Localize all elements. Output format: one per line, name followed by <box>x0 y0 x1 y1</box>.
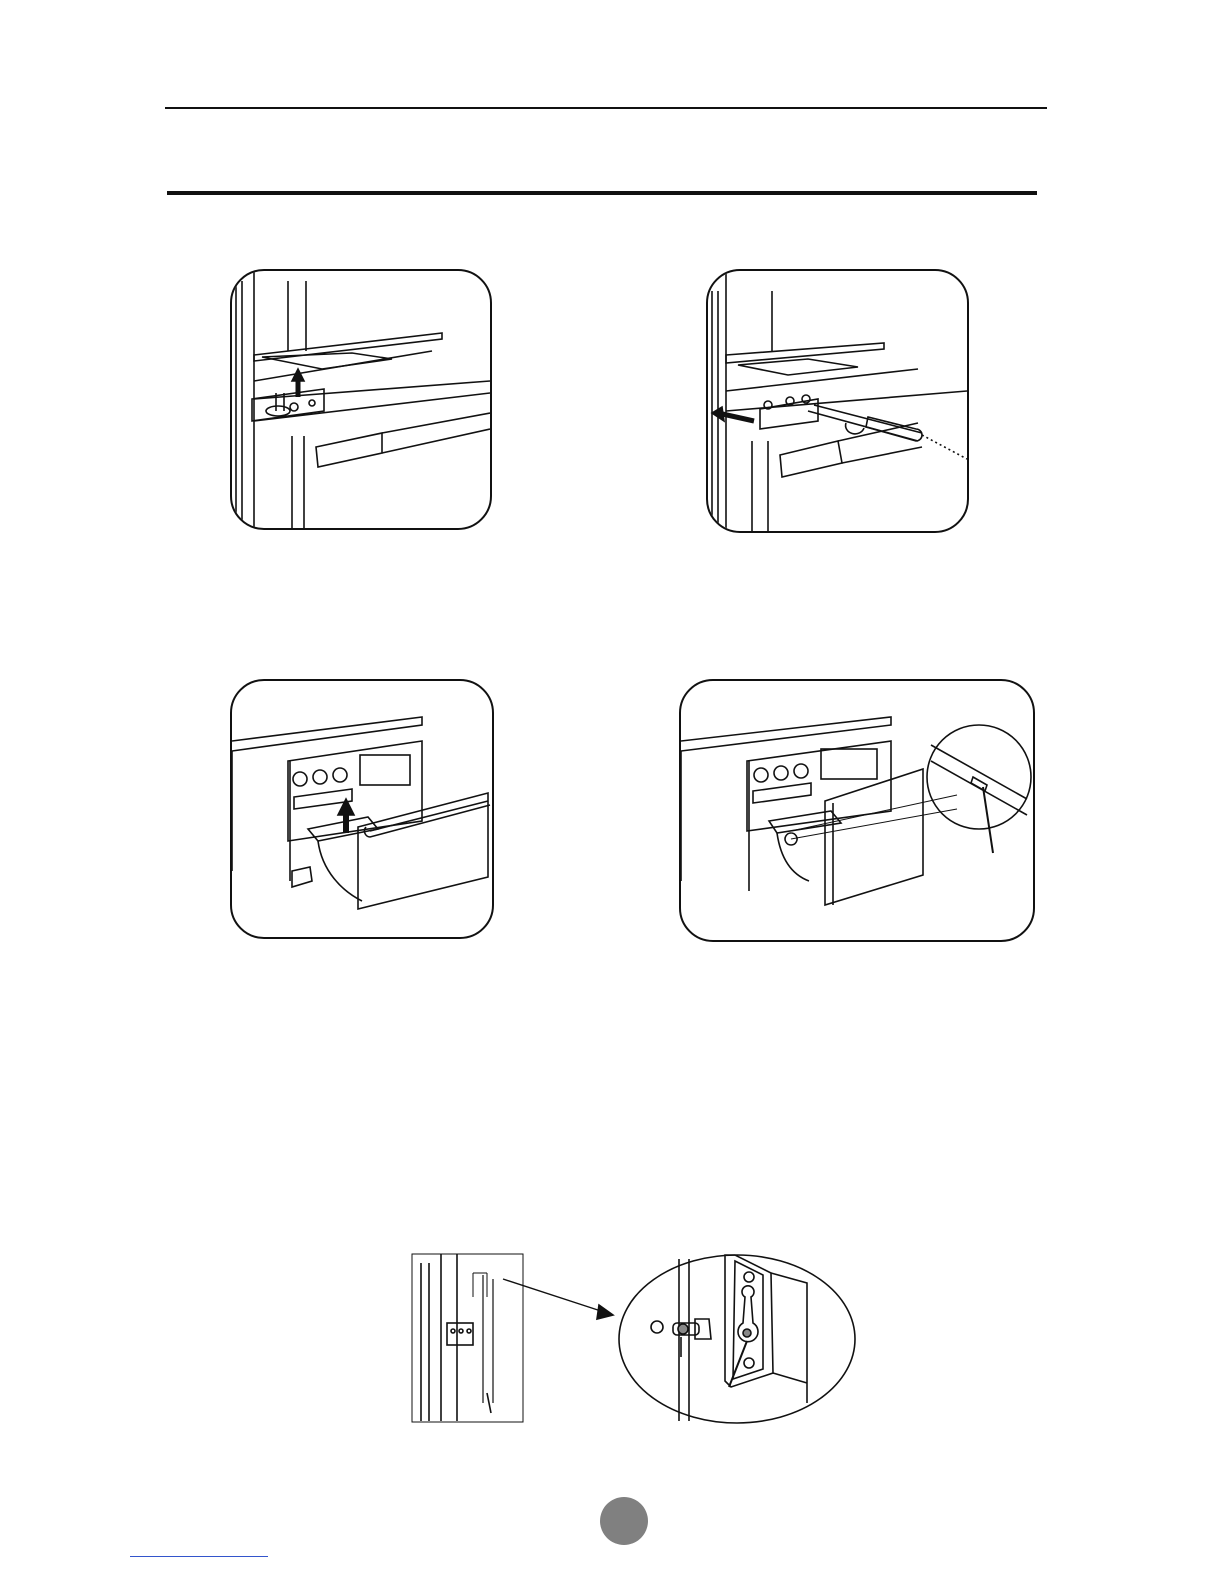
figure-drawer-detail <box>679 679 1035 942</box>
header-rule-thin <box>165 107 1047 109</box>
figure-door-hinge <box>411 1253 856 1425</box>
figure-drawer-lift <box>230 679 494 939</box>
footer-link-underline[interactable] <box>130 1556 268 1557</box>
header-rule-thick <box>167 191 1037 195</box>
figure-hinge-lift <box>230 269 492 530</box>
page-number-badge <box>600 1497 648 1545</box>
figure-hinge-screwdriver <box>706 269 969 533</box>
